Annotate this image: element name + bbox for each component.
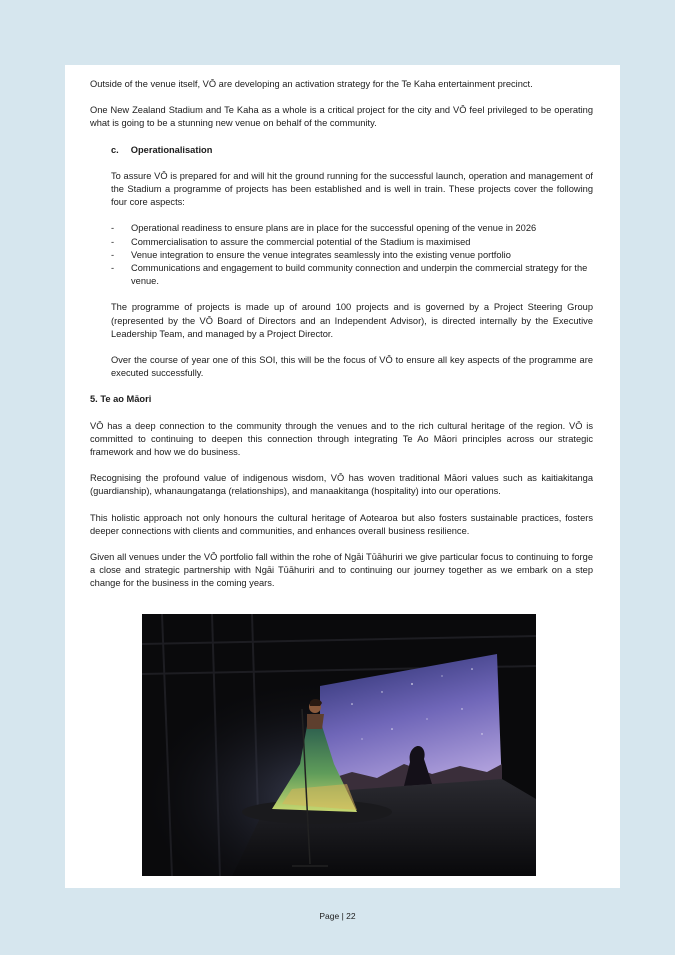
- list-item: - Commercialisation to assure the commercial potential of the Stadium is maximised: [111, 236, 593, 249]
- page-content: [90, 78, 593, 604]
- paragraph-connection: VŌ has a deep connection to the community through the venues and to the rich cultural heritage of the region. VŌ is committed to continuing to deepen this connection through integrating Te Ao Māori principles across our strategic framework and how we do business.: [90, 420, 593, 458]
- section-heading: 5. Te ao Māori: [90, 394, 152, 405]
- paragraph-programme: The programme of projects is made up of around 100 projects and is governed by a Project Steering Group (represented by the VŌ Board of Directors and an Independent Advisor), is directed internally by the Executive Leadership Team, and managed by a Project Director.: [111, 302, 593, 339]
- paragraph-year-one: Over the course of year one of this SOI, this will be the focus of VŌ to ensure all key aspects of the programme are executed successfully.: [111, 355, 593, 379]
- page-number: Page | 22: [319, 911, 356, 921]
- paragraph-stadium: One New Zealand Stadium and Te Kaha as a whole is a critical project for the city and VŌ feel privileged to be operating what is going to be a stunning new venue on behalf of the community.: [90, 105, 593, 129]
- list-item: - Operational readiness to ensure plans are in place for the successful opening of the venue in 2026: [111, 222, 593, 235]
- list-item: - Venue integration to ensure the venue integrates seamlessly into the existing venue portfolio: [111, 249, 593, 262]
- stage-performance-image: [142, 614, 536, 876]
- subsection-letter: c.: [111, 144, 119, 155]
- subsection-heading: [90, 144, 593, 157]
- paragraph-operationalisation-intro: To assure VŌ is prepared for and will hit the ground running for the successful launch, operation and management of the Stadium a programme of projects has been established and is well in train. These projects cover the following four core aspects:: [111, 170, 593, 208]
- paragraph-wisdom: Recognising the profound value of indigenous wisdom, VŌ has woven traditional Māori values such as kaitiakitanga (guardianship), whanaungatanga (relationships), and manaakitanga (hospitality) into our operations.: [90, 473, 593, 497]
- document-page: [65, 65, 620, 888]
- subsection-title: Operationalisation: [130, 144, 213, 155]
- paragraph-holistic: This holistic approach not only honours the cultural heritage of Aotearoa but also fosters sustainable practices, fosters deeper connections with clients and communities, and enhances overall business resilience.: [90, 512, 593, 536]
- paragraph-partnership: Given all venues under the VŌ portfolio fall within the rohe of Ngāi Tūāhuriri we give particular focus to continuing to forge a close and strategic partnership with Ngāi Tūāhuriri and to continuing our journey together as we embark on a step change for the business in the coming years.: [90, 552, 593, 589]
- list-item: - Communications and engagement to build community connection and underpin the commercial strategy for the venue.: [111, 262, 593, 288]
- core-aspects-list: [90, 222, 593, 288]
- paragraph-activation: Outside of the venue itself, VŌ are developing an activation strategy for the Te Kaha entertainment precinct.: [90, 79, 533, 89]
- performance-photo: [142, 614, 536, 876]
